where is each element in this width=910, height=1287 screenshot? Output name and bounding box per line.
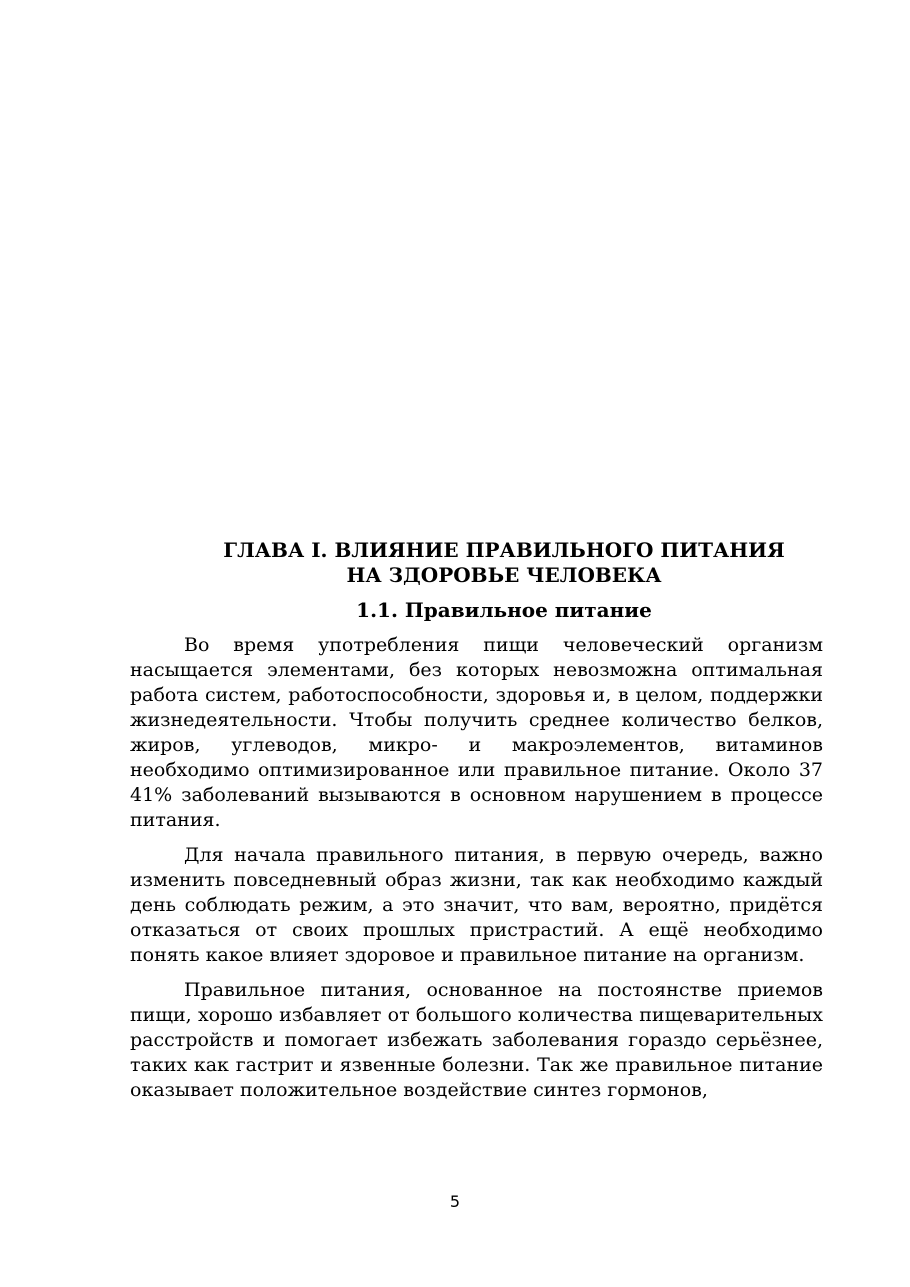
chapter-title xyxy=(130,538,823,588)
paragraph-1: Во время употребления пищи человеческий организм насыщается элементами, без которых невозможна оптимальная работа систем, работоспособности, здоровья и, в целом, поддержки жизнедеятельности. Чтобы получить среднее количество белков, жиров, углеводов, микро- и макроэлементов, витаминов необходимо оптимизированное или правильное питание. Около 37 41% заболеваний вызываются в основном нарушением в процессе питания. xyxy=(130,634,823,831)
paragraph-2: Для начала правильного питания, в первую очередь, важно изменить повседневный образ жизни, так как необходимо каждый день соблюдать режим, а это значит, что вам, вероятно, придётся отказаться от своих прошлых пристрастий. А ещё необходимо понять какое влияет здоровое и правильное питание на организм. xyxy=(130,844,823,966)
chapter-title-line-2: НА ЗДОРОВЬЕ ЧЕЛОВЕКА xyxy=(346,563,662,587)
section-title: 1.1. Правильное питание xyxy=(356,598,652,622)
paragraph-3: Правильное питания, основанное на постоянстве приемов пищи, хорошо избавляет от большого количества пищеварительных расстройств и помогает избежать заболевания гораздо серьёзнее, таких как гастрит и язвенные болезни. Так же правильное питание оказывает положительное воздействие синтез гормонов, xyxy=(130,979,823,1101)
page-content xyxy=(130,538,823,1103)
chapter-title-line-1: ГЛАВА I. ВЛИЯНИЕ ПРАВИЛЬНОГО ПИТАНИЯ xyxy=(223,538,785,562)
page-number: 5 xyxy=(449,1192,461,1211)
